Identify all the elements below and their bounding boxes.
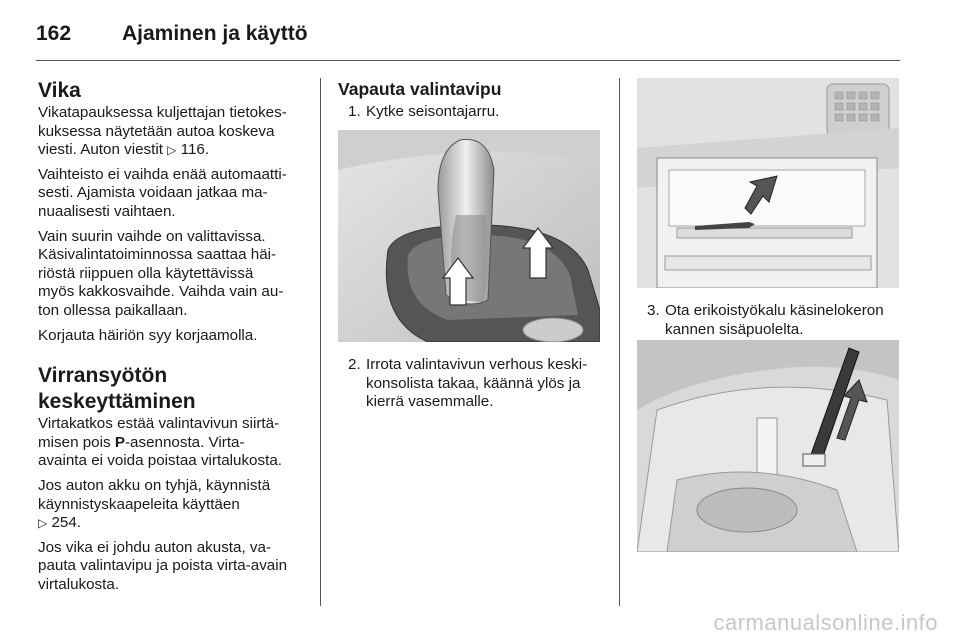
reference-link-116[interactable]: 116. [180,141,210,159]
reference-arrow-icon: ▷ [167,143,177,158]
column-divider-left [320,78,321,606]
middle-column [338,78,602,122]
paragraph-fault-message: Vikatapauksessa kuljettajan tietokes- kuksessa näytetään autoa koskeva viesti. Auton viestit ▷ 116. [38,104,287,159]
reference-arrow-icon: ▷ [38,516,48,531]
figure-glovebox [637,78,899,288]
page-title: Ajaminen ja käyttö [122,22,308,45]
header-rule [36,60,900,61]
column-divider-right [619,78,620,606]
step-3: 3. Ota erikoistyökalu käsinelokeron kannen sisäpuolelta. [647,302,884,338]
reference-link-254[interactable]: 254. [51,514,82,532]
right-column-step3 [637,302,901,339]
figure-special-tool [637,340,899,552]
figure-gear-lever [338,130,600,342]
paragraph-battery: Jos auton akku on tyhjä, käynnistä käynnistyskaapeleita käyttäen ▷ 254. [38,476,271,532]
left-column [38,78,316,600]
step-1: 1. Kytke seisontajarru. [348,103,500,120]
paragraph-release-lever: Jos vika ei johdu auton akusta, va- pauta valintavipu ja poista virta-avain virtalukosta. [38,538,288,593]
middle-column-step2 [338,356,602,412]
paragraph-manual-shift: Vaihteisto ei vaihda enää automaatti- sesti. Ajamista voidaan jatkaa ma- nuaalisesti vaihtaen. [38,165,287,220]
paragraph-repair: Korjauta häiriön syy korjaamolla. [38,326,258,344]
step-2: 2. Irrota valintavivun verhous keski- konsolista takaa, käännä ylös ja kierrä vasemmalle. [348,356,588,411]
heading-fault: Vika [38,79,81,102]
heading-release-lever: Vapauta valintavipu [338,79,502,99]
page-number: 162 [36,22,72,45]
paragraph-highest-gear: Vain suurin vaihde on valittavissa. Käsivalintatoiminnossa saattaa häi- riöstä riippuen olla käytettävissä myös kakkosvaihde. Vaihda vain au- ton ollessa paikallaan. [38,227,284,319]
paragraph-power-cut: Virtakatkos estää valintavivun siirtä- misen pois P-asennosta. Virta- avainta ei voida poistaa virtalukosta. [38,415,282,470]
watermark: carmanualsonline.info [713,610,938,635]
heading-power-interruption: Virransyötön keskeyttäminen [38,364,196,414]
